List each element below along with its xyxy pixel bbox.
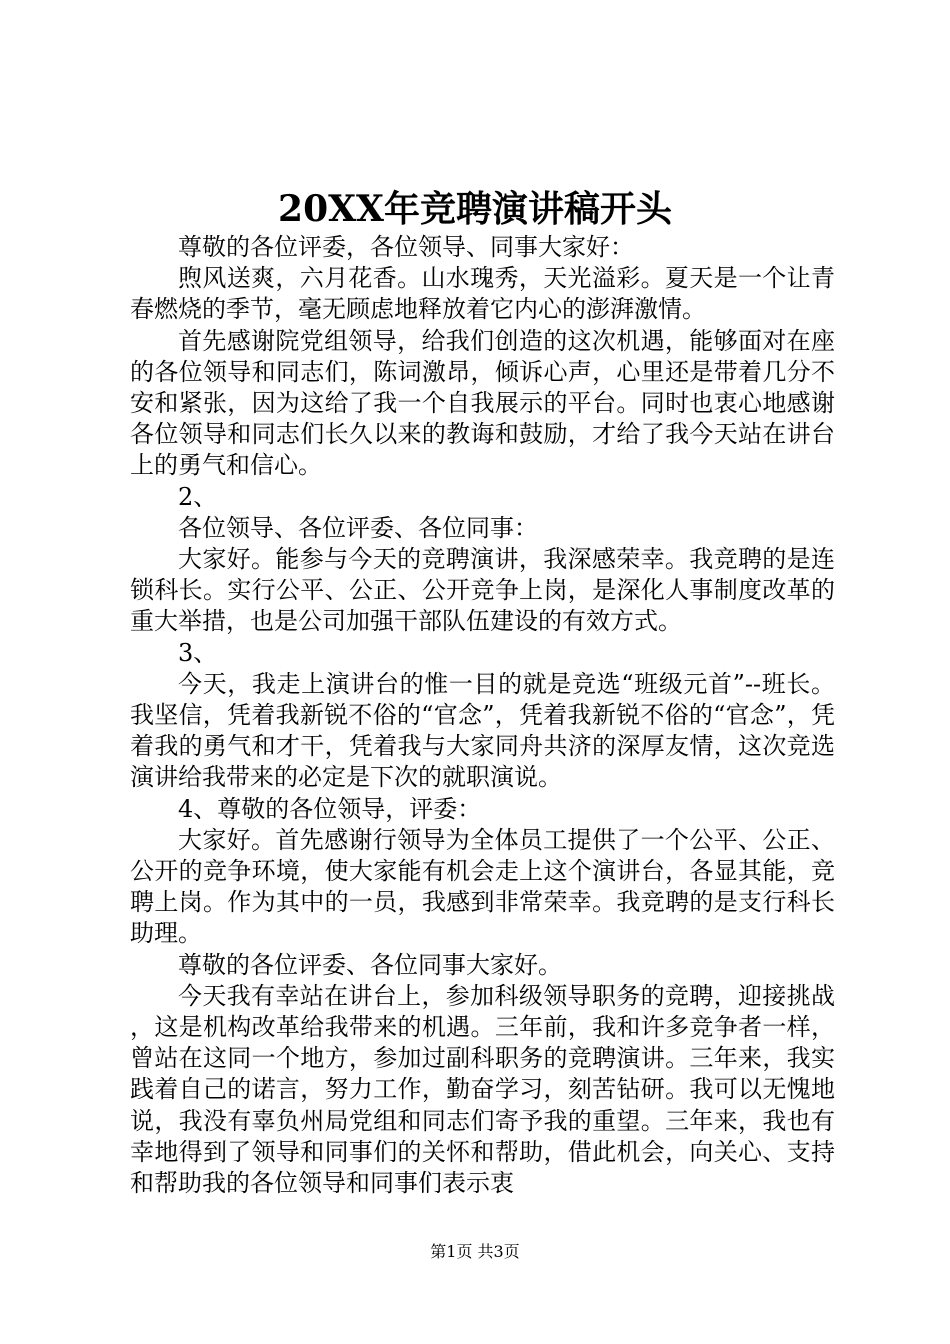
document-body [130, 232, 835, 1199]
paragraph-section-chief: 今天我有幸站在讲台上，参加科级领导职务的竞聘，迎接挑战，这是机构改革给我带来的机遇。三年前，我和许多竞争者一样，曾站在这同一个地方，参加过副科职务的竞聘演讲。三年来，我实践着自己的诺言，努力工作，勤奋学习，刻苦钻研。我可以无愧地说，我没有辜负州局党组和同志们寄予我的重望。三年来，我也有幸地得到了领导和同事们的关怀和帮助，借此机会，向关心、支持和帮助我的各位领导和同事们表示衷 [130, 981, 835, 1198]
paragraph-branch-assistant: 大家好。首先感谢行领导为全体员工提供了一个公平、公正、公开的竞争环境，使大家能有机会走上这个演讲台，各显其能，竞聘上岗。作为其中的一员，我感到非常荣幸。我竞聘的是支行科长助理。 [130, 825, 835, 948]
paragraph-class-monitor: 今天，我走上演讲台的惟一目的就是竞选“班级元首”--班长。我坚信，凭着我新锐不俗的“官念”，凭着我新锐不俗的“官念”，凭着我的勇气和才干，凭着我与大家同舟共济的深厚友情，这次竞选演讲给我带来的必定是下次的就职演说。 [130, 669, 835, 792]
paragraph-thanks: 首先感谢院党组领导，给我们创造的这次机遇，能够面对在座的各位领导和同志们，陈词激昂，倾诉心声，心里还是带着几分不安和紧张，因为这给了我一个自我展示的平台。同时也衷心地感谢各位领导和同志们长久以来的教诲和鼓励，才给了我今天站在讲台上的勇气和信心。 [130, 326, 835, 480]
paragraph-chain-manager: 大家好。能参与今天的竞聘演讲，我深感荣幸。我竞聘的是连锁科长。实行公平、公正、公开竞争上岗，是深化人事制度改革的重大举措，也是公司加强干部队伍建设的有效方式。 [130, 545, 835, 636]
paragraph-greeting-1: 尊敬的各位评委，各位领导、同事大家好： [178, 233, 634, 261]
section-number-3: 3、 [178, 638, 218, 667]
section-number-2: 2、 [178, 482, 218, 511]
section-number-4: 4、尊敬的各位领导，评委： [178, 794, 482, 823]
paragraph-greeting-2: 各位领导、各位评委、各位同事： [178, 513, 538, 542]
page-number-footer: 第1页 共3页 [430, 1242, 520, 1261]
document-title: 20XX年竞聘演讲稿开头 [278, 188, 672, 230]
paragraph-opening: 煦风送爽，六月花香。山水瑰秀，天光溢彩。夏天是一个让青春燃烧的季节，毫无顾虑地释放着它内心的澎湃激情。 [130, 264, 835, 324]
paragraph-greeting-5: 尊敬的各位评委、各位同事大家好。 [178, 950, 562, 979]
